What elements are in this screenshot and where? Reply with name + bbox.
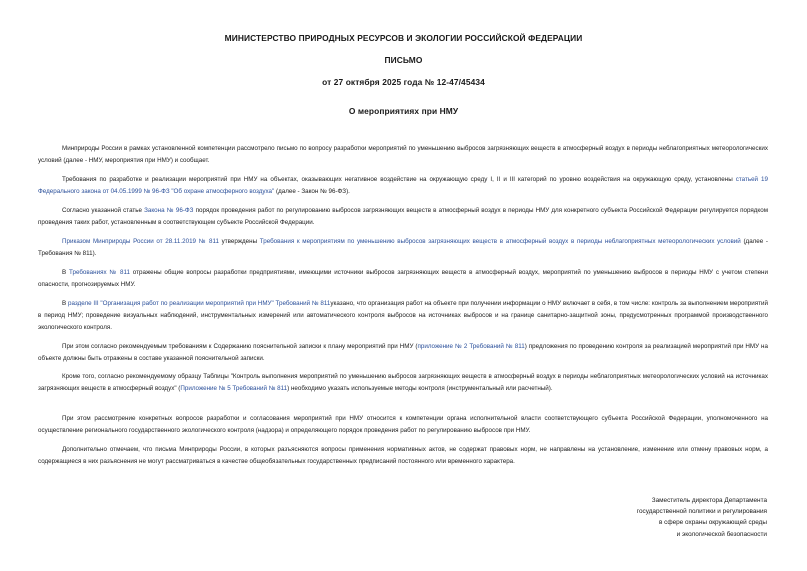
paragraph-8 [38, 371, 768, 395]
paragraph-text: При этом рассмотрение конкретных вопросов разработки и согласования мероприятий при НМУ относится к компетенции органа исполнительной власти соответствующего субъекта Российской Федерации, уполномоченного на осуществление регионального государственного экологического контроля (надзора) и определяющего порядок проведения работ по регулированию выбросов при НМУ. [38, 415, 768, 435]
paragraph-text: (далее - Закон № 96-ФЗ). [274, 188, 350, 196]
paragraph-text: Дополнительно отмечаем, что письма Минприроды России, в которых разъясняются вопросы применения нормативных актов, не содержат правовых норм, не направлены на установление, изменение или отмену правовых норм, а содержащиеся в них разъяснения не могут рассматриваться в качестве общеобязательных государственных предписаний постоянного или временного характера. [38, 446, 768, 466]
paragraph-text: указано, что организация работ на объекте при получении информации о НМУ включает в себя, в том числе: контроль за выполнением мероприятий в период НМУ; проведение визуальных наблюдений, инструментальных измерений или автоматического контроля выбросов на источниках выбросов и на границе санитарно-защитной зоны, предусмотренных программой производственного экологического контроля. [38, 300, 769, 332]
paragraph-9 [38, 413, 768, 437]
paragraph-text: отражены общие вопросы разработки предприятиями, имеющими источники выбросов загрязняющих веществ в атмосферный воздух, мероприятий по уменьшению выбросов в периоды НМУ с учетом степени опасности, прогнозируемых НМУ. [38, 269, 768, 289]
document-subject: О мероприятиях при НМУ [348, 106, 459, 116]
section-iii-link[interactable]: разделе III "Организация работ по реализации мероприятий при НМУ" Требований № 811 [67, 300, 331, 307]
paragraph-6 [38, 298, 768, 334]
paragraph-text: В [62, 269, 69, 276]
paragraph-1 [38, 143, 768, 167]
appendix-5-link[interactable]: Приложение № 5 Требований № 811 [180, 385, 288, 393]
signature-line: Заместитель директора Департамента [651, 497, 767, 504]
paragraph-text: Требования по разработке и реализации мероприятий при НМУ на объектах, оказывающих негативное воздействие на окружающую среду I, II и III категорий по уровню воздействия на окружающую среду, установлены [62, 176, 736, 183]
paragraph-text: При этом согласно рекомендуемым требованиям к Содержанию пояснительной записки к плану мероприятий при НМУ ( [62, 343, 418, 350]
paragraph-text: ) необходимо указать используемые методы контроля (инструментальный или расчетный). [287, 385, 553, 393]
paragraph-5 [38, 267, 768, 291]
signature-block [637, 495, 767, 540]
paragraph-text: ) предложения по проведению контроля за реализацией мероприятий при НМУ на объекте должны быть отражены в составе указанной пояснительной записки. [38, 343, 768, 363]
paragraph-text: Согласно указанной статье [62, 207, 145, 214]
paragraph-10 [38, 444, 768, 468]
order-811-link[interactable]: Приказом Минприроды России от 28.11.2019 № 811 [62, 238, 219, 245]
paragraph-2 [38, 174, 768, 198]
paragraph-3 [38, 205, 768, 229]
requirements-811-link[interactable]: Требованиях № 811 [69, 269, 130, 276]
paragraph-text: утверждены [218, 238, 260, 245]
law-article-19-link[interactable]: статьей 19 Федерального закона от 04.05.1999 № 96-ФЗ "Об охране атмосферного воздуха" [38, 176, 769, 196]
paragraph-text: Минприроды России в рамках установленной компетенции рассмотрело письмо по вопросу разработки мероприятий по уменьшению выбросов загрязняющих веществ в атмосферный воздух в периоды неблагоприятных метеорологических условий (далее - НМУ, мероприятия при НМУ) и сообщает. [38, 145, 768, 165]
ministry-title: МИНИСТЕРСТВО ПРИРОДНЫХ РЕСУРСОВ И ЭКОЛОГИИ РОССИЙСКОЙ ФЕДЕРАЦИИ [224, 33, 583, 43]
requirements-link[interactable]: Требования к мероприятиям по уменьшению выбросов загрязняющих веществ в атмосферный воздух в периоды неблагоприятных метеорологических условий [259, 238, 741, 245]
paragraph-7 [38, 341, 768, 365]
signature-line: государственной политики и регулирования [636, 508, 767, 516]
signature-line: и экологической безопасности [676, 530, 767, 538]
paragraph-4 [38, 236, 768, 260]
paragraph-text: (далее - Требования № 811). [38, 238, 769, 258]
paragraph-text: В [62, 300, 68, 307]
document-date-number: от 27 октября 2025 года № 12-47/45434 [322, 77, 485, 87]
document-type: ПИСЬМО [384, 55, 423, 65]
appendix-2-link[interactable]: приложение № 2 Требований № 811 [417, 343, 525, 350]
signature-line: в сфере охраны окружающей среды [658, 519, 767, 527]
paragraph-text: Кроме того, согласно рекомендуемому образцу Таблицы "Контроль выполнения мероприятий по уменьшению выбросов загрязняющих веществ в атмосферный воздух в периоды неблагоприятных метеорологических условий на источниках загрязняющих веществ в атмосферный воздух" ( [38, 373, 768, 393]
law-96-fz-link[interactable]: Закона № 96-ФЗ [144, 207, 194, 214]
paragraph-text: порядок проведения работ по регулированию выбросов загрязняющих веществ в атмосферный воздух в периоды НМУ для конкретного субъекта Российской Федерации регулируется порядком проведения таких работ, установленным в соответствующем субъекте Российской Федерации. [38, 207, 769, 227]
